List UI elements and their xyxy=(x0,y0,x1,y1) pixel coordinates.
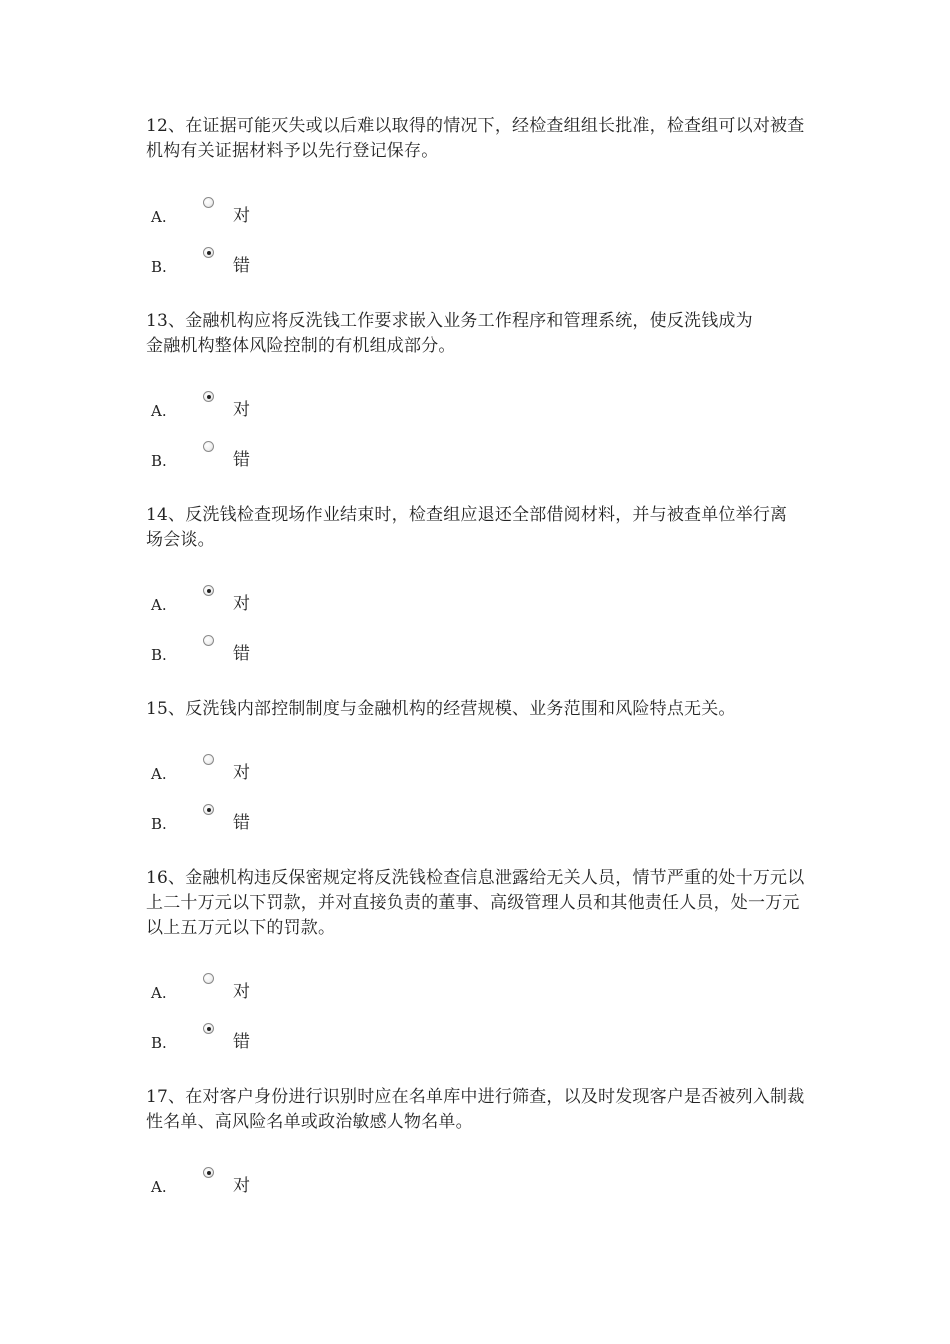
option-b[interactable] xyxy=(146,643,446,667)
radio-icon[interactable] xyxy=(203,635,214,646)
option-label: 对 xyxy=(233,982,250,1002)
option-b[interactable] xyxy=(146,812,446,836)
option-letter: B. xyxy=(151,452,167,470)
option-letter: B. xyxy=(151,815,167,833)
option-b[interactable] xyxy=(146,255,446,279)
option-b[interactable] xyxy=(146,1031,446,1055)
option-label: 错 xyxy=(233,256,250,276)
question-text: 13、金融机构应将反洗钱工作要求嵌入业务工作程序和管理系统，使反洗钱成为金融机构整体风险控制的有机组成部分。 xyxy=(146,311,753,356)
option-label: 错 xyxy=(233,1032,250,1052)
option-letter: A. xyxy=(151,208,167,226)
option-a[interactable] xyxy=(146,593,446,617)
option-b[interactable] xyxy=(146,449,446,473)
question-text: 12、在证据可能灭失或以后难以取得的情况下，经检查组组长批准，检查组可以对被查机构有关证据材料予以先行登记保存。 xyxy=(146,116,805,161)
option-a[interactable] xyxy=(146,1175,446,1199)
option-letter: B. xyxy=(151,646,167,664)
radio-icon[interactable] xyxy=(203,754,214,765)
option-letter: A. xyxy=(151,402,167,420)
option-label: 错 xyxy=(233,813,250,833)
radio-icon[interactable] xyxy=(203,973,214,984)
radio-checked-icon[interactable] xyxy=(203,1023,214,1034)
option-label: 对 xyxy=(233,594,250,614)
option-a[interactable] xyxy=(146,399,446,423)
question-text: 16、金融机构违反保密规定将反洗钱检查信息泄露给无关人员，情节严重的处十万元以上二十万元以下罚款，并对直接负责的董事、高级管理人员和其他责任人员，处一万元以上五万元以下的罚款。 xyxy=(146,868,805,938)
option-a[interactable] xyxy=(146,981,446,1005)
option-a[interactable] xyxy=(146,762,446,786)
radio-icon[interactable] xyxy=(203,197,214,208)
radio-checked-icon[interactable] xyxy=(203,391,214,402)
question-text: 14、反洗钱检查现场作业结束时，检查组应退还全部借阅材料，并与被查单位举行离场会谈。 xyxy=(146,505,788,550)
option-letter: B. xyxy=(151,1034,167,1052)
option-letter: A. xyxy=(151,596,167,614)
option-letter: A. xyxy=(151,765,167,783)
option-label: 对 xyxy=(233,763,250,783)
option-label: 错 xyxy=(233,644,250,664)
radio-checked-icon[interactable] xyxy=(203,247,214,258)
question-text: 17、在对客户身份进行识别时应在名单库中进行筛查，以及时发现客户是否被列入制裁性名单、高风险名单或政治敏感人物名单。 xyxy=(146,1087,805,1132)
radio-checked-icon[interactable] xyxy=(203,585,214,596)
radio-icon[interactable] xyxy=(203,441,214,452)
question-text: 15、反洗钱内部控制制度与金融机构的经营规模、业务范围和风险特点无关。 xyxy=(146,699,736,719)
radio-checked-icon[interactable] xyxy=(203,1167,214,1178)
option-letter: A. xyxy=(151,984,167,1002)
radio-checked-icon[interactable] xyxy=(203,804,214,815)
option-a[interactable] xyxy=(146,205,446,229)
option-letter: B. xyxy=(151,258,167,276)
option-label: 对 xyxy=(233,206,250,226)
option-label: 错 xyxy=(233,450,250,470)
option-letter: A. xyxy=(151,1178,167,1196)
option-label: 对 xyxy=(233,400,250,420)
option-label: 对 xyxy=(233,1176,250,1196)
